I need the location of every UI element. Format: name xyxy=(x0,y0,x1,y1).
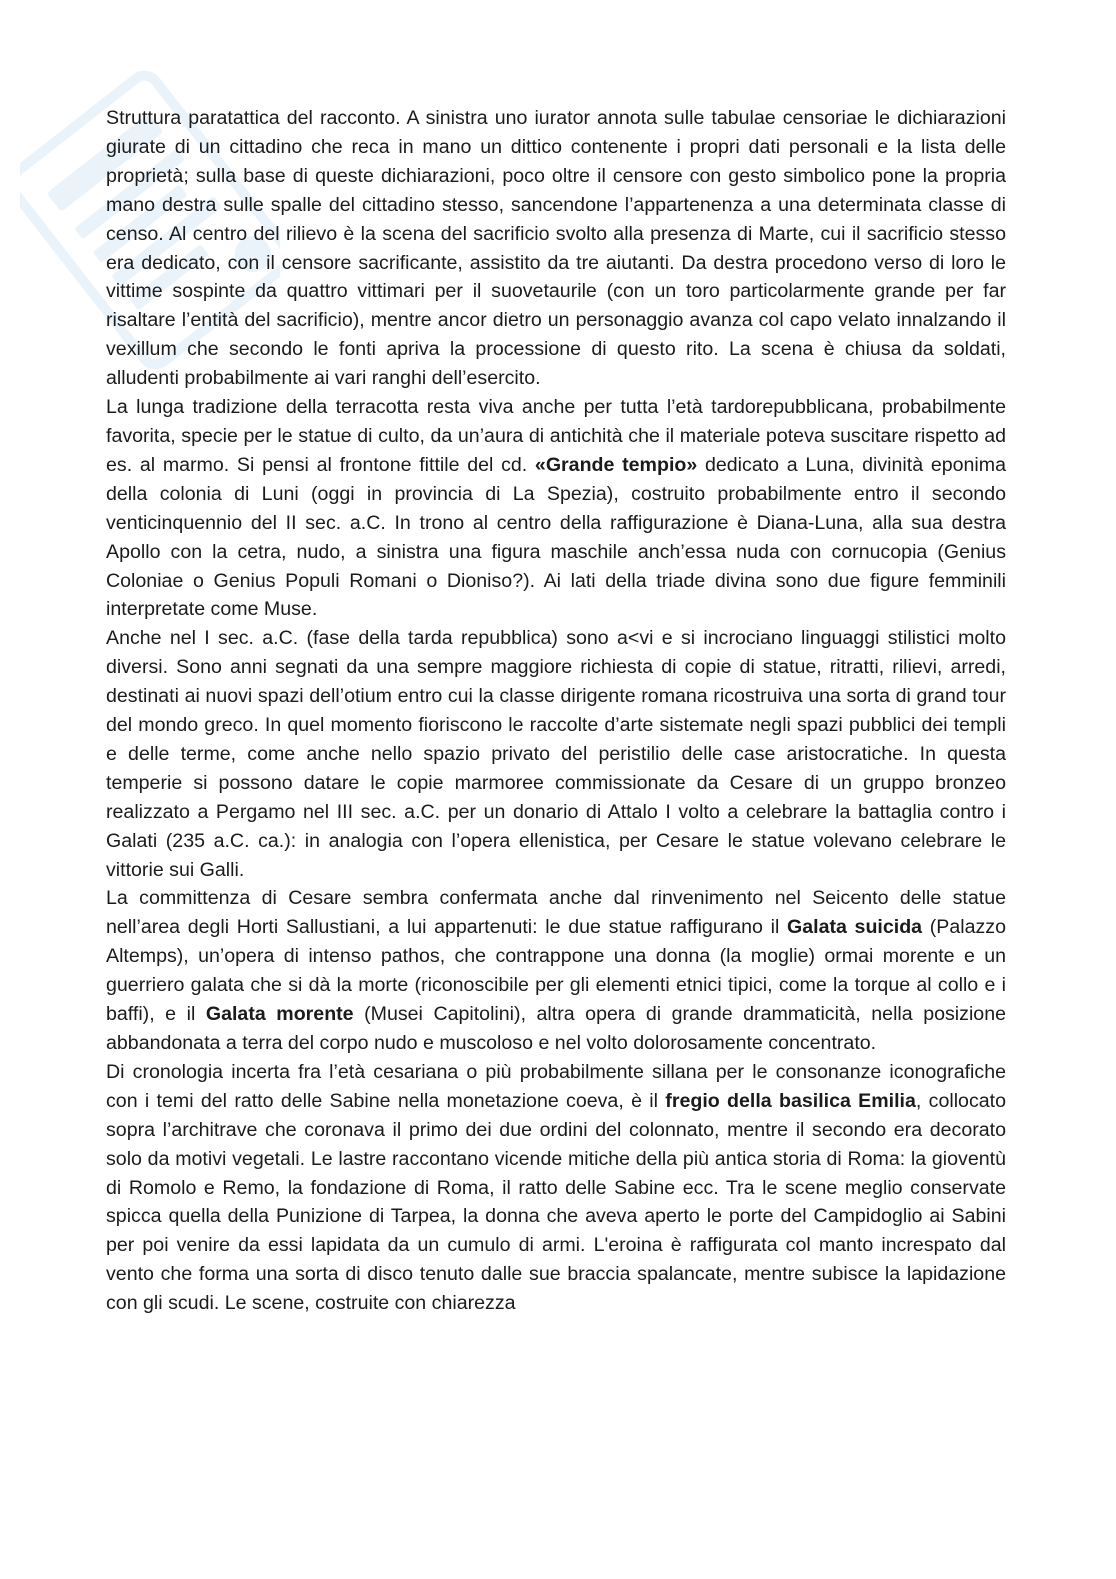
paragraph-text: , collocato sopra l’architrave che coronava il primo dei due ordini del colonnato, mentre il secondo era decorato solo da motivi vegetali. Le lastre raccontano vicende mitiche della più antica storia di Roma: la gioventù di Romolo e Remo, la fondazione di Roma, il ratto delle Sabine ecc. Tra le scene meglio conservate spicca quella della Punizione di Tarpea, la donna che aveva aperto le porte del Campidoglio ai Sabini per poi venire da essi lapidata da un cumulo di armi. L'eroina è raffigurata col manto increspato dal vento che forma una sorta di disco tenuto dalle sue braccia spalancate, mentre subisce la lapidazione con gli scudi. Le scene, costruite con chiarezza xyxy=(106,1089,1006,1315)
paragraph-late-republic xyxy=(106,624,1006,884)
document-body xyxy=(106,104,1006,1318)
bold-term-grande-tempio: «Grande tempio» xyxy=(534,453,698,476)
bold-term-galata-suicida: Galata suicida xyxy=(786,916,923,939)
bold-term-galata-morente: Galata morente xyxy=(205,1003,354,1026)
paragraph-text: Anche nel I sec. a.C. (fase della tarda repubblica) sono a<vi e si incrociano linguaggi stilistici molto diversi. Sono anni segnati da una sempre maggiore richiesta di copie di statue, ritratti, rilievi, arredi, destinati ai nuovi spazi dell’otium entro cui la classe dirigente romana ricostruiva una sorta di grand tour del mondo greco. In quel momento fioriscono le raccolte d’arte sistemate negli spazi pubblici dei templi e delle terme, come anche nello spazio privato del peristilio delle case aristocratiche. In questa temperie si possono datare le copie marmoree commissionate da Cesare di un gruppo bronzeo realizzato a Pergamo nel III sec. a.C. per un donario di Attalo I volto a celebrare la battaglia contro i Galati (235 a.C. ca.): in analogia con l’opera ellenistica, per Cesare le statue volevano celebrare le vittorie sui Galli. xyxy=(106,627,1006,881)
paragraph-text: (Musei Capitolini), altra opera di grande drammaticità, nella posizione abbandonata a terra del corpo nudo e muscoloso e nel volto dolorosamente concentrato. xyxy=(106,1003,1006,1054)
paragraph-text: Di cronologia incerta fra l’età cesariana o più probabilmente sillana per le consonanze iconografiche con i temi del ratto delle Sabine nella monetazione coeva, è il xyxy=(106,1060,1006,1112)
paragraph-text: dedicato a Luna, divinità eponima della colonia di Luni (oggi in provincia di La Spezia), costruito probabilmente entro il secondo venticinquennio del II sec. a.C. In trono al centro della raffigurazione è Diana-Luna, alla sua destra Apollo con la cetra, nudo, a sinistra una figura maschile anch’essa nuda con cornucopia (Genius Coloniae o Genius Populi Romani o Dioniso?). Ai lati della triade divina sono due figure femminili interpretate come Muse. xyxy=(106,453,1006,621)
paragraph-census xyxy=(106,104,1006,393)
paragraph-text: Struttura paratattica del racconto. A sinistra uno iurator annota sulle tabulae censoriae le dichiarazioni giurate di un cittadino che reca in mano un dittico contenente i propri dati personali e la lista delle proprietà; sulla base di queste dichiarazioni, poco oltre il censore con gesto simbolico pone la propria mano destra sulle spalle del cittadino stesso, sancendone l’appartenenza a una determinata classe di censo. Al centro del rilievo è la scena del sacrificio svolto alla presenza di Marte, cui il sacrificio stesso era dedicato, con il censore sacrificante, assistito da tre aiutanti. Da destra procedono verso di loro le vittime sospinte da quattro vittimari per il suovetaurile (con un toro particolarmente grande per far risaltare l’entità del sacrificio), mentre ancor dietro un personaggio avanza col capo velato innalzando il vexillum che secondo le fonti apriva la processione di questo rito. La scena è chiusa da soldati, alludenti probabilmente ai vari ranghi dell’esercito. xyxy=(106,107,1006,390)
paragraph-caesar-commission xyxy=(106,884,1006,1057)
paragraph-text: La lunga tradizione della terracotta resta viva anche per tutta l’età tardorepubblicana, probabilmente favorita, specie per le statue di culto, da un’aura di antichità che il materiale poteva suscitare rispetto ad es. al marmo. Si pensi al frontone fittile del cd. xyxy=(106,396,1006,476)
paragraph-basilica-emilia xyxy=(106,1058,1006,1318)
paragraph-text: La committenza di Cesare sembra confermata anche dal rinvenimento nel Seicento delle statue nell’area degli Horti Sallustiani, a lui appartenuti: le due statue raffigurano il xyxy=(106,887,1006,939)
bold-term-fregio-basilica-emilia: fregio della basilica Emilia xyxy=(665,1089,916,1112)
paragraph-text: (Palazzo Altemps), un’opera di intenso pathos, che contrappone una donna (la moglie) ormai morente e un guerriero galata che si dà la morte (riconoscibile per gli elementi etnici tipici, come la torque al collo e i baffi), e il xyxy=(106,916,1006,1026)
paragraph-terracotta xyxy=(106,393,1006,624)
